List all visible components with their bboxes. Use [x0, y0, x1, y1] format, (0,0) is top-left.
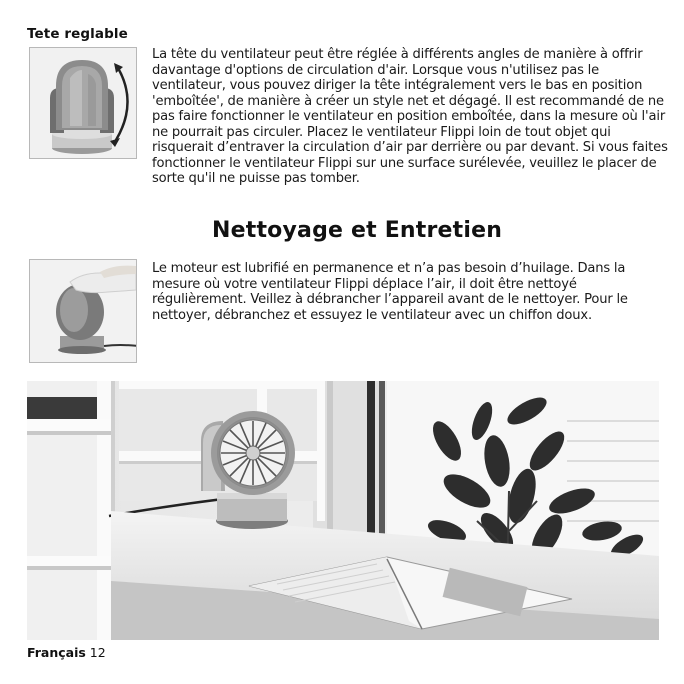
page-footer	[27, 645, 106, 660]
footer-page-number: 12	[89, 645, 106, 660]
adjustable-head-paragraph: La tête du ventilateur peut être réglée à différents angles de manière à offrir davantage d'options de circulation d'air. Lorsque vous n'utilisez pas le ventilateur, vous pouvez diriger la tête intégralement vers le bas en position 'emboîtée', de manière à créer un style net et dégagé. Il est recommandé de ne pas faire fonctionner le ventilateur en position emboîtée, dans la mesure où l'air ne pourrait pas circuler. Placez le ventilateur Flippi loin de tout objet qui risquerait d’entraver la circulation d’air par derrière ou par devant. Si vous faites fonctionner le ventilateur Flippi sur une surface surélevée, veuillez le placer de sorte qu'il ne puisse pas tomber.	[152, 47, 668, 186]
cleaning-paragraph: Le moteur est lubrifié en permanence et n’a pas besoin d’huilage. Dans la mesure où votre ventilateur Flippi déplace l’air, il doit être nettoyé régulièrement. Veillez à débrancher l’appareil avant de le nettoyer. Pour le nettoyer, débranchez et essuyez le ventilateur avec un chiffon doux.	[152, 261, 628, 323]
cleaning-maintenance-title: Nettoyage et Entretien	[212, 218, 503, 243]
footer-language: Français	[27, 645, 86, 660]
cleaning-fan-image	[29, 259, 137, 363]
fan-on-desk-photo	[27, 381, 659, 640]
section-heading-adjustable-head: Tete reglable	[27, 26, 128, 42]
tilting-head-image	[29, 47, 137, 159]
